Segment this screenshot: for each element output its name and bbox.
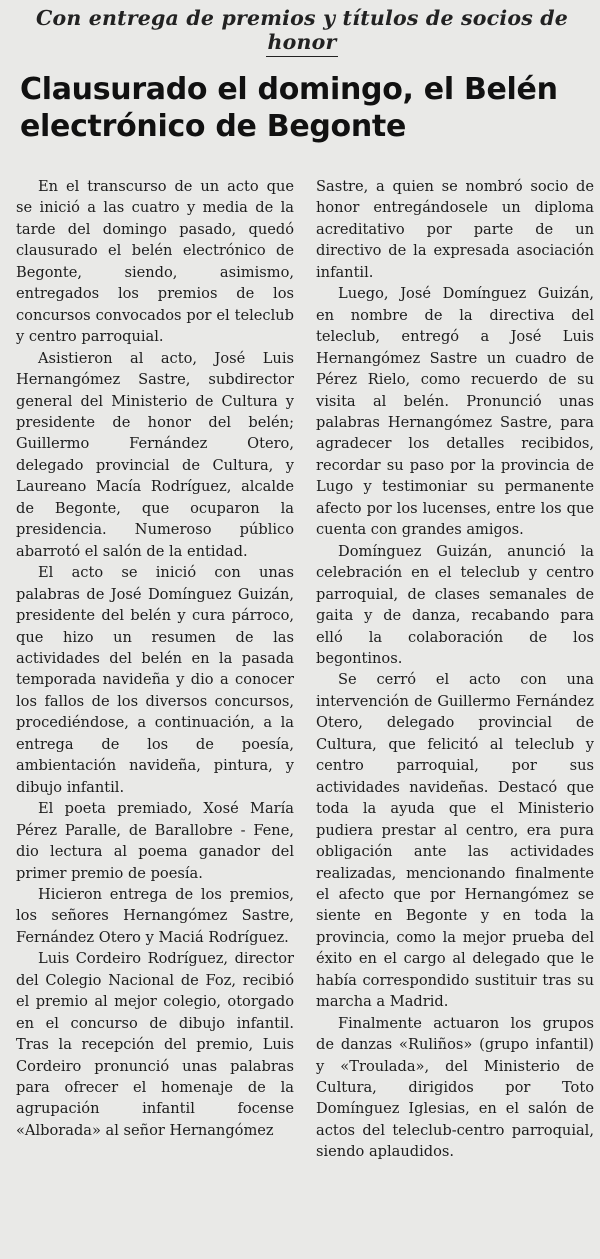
kicker-line-2: honor — [266, 30, 339, 57]
paragraph: Asistieron al acto, José Luis Hernangómez Sastre, subdirector general del Ministerio de Cultura y presidente de honor del belén; Guillermo Fernández Otero, delegado provincial de Cultura, y Laureano Macía Rodríguez, alcalde de Begonte, que ocuparon la presidencia. Numeroso público abarrotó el salón de la entidad. — [16, 349, 294, 560]
paragraph: Luego, José Domínguez Guizán, en nombre de la directiva del teleclub, entregó a José Luis Hernangómez Sastre un cuadro de Pérez Rielo, como recuerdo de su visita al belén. Pronunció unas palabras Hernangómez Sastre, para agradecer los detalles recibidos, recordar su paso por la provincia de Lugo y testimoniar su permanente afecto por los lucenses, entre los que cuenta con grandes amigos. — [316, 285, 594, 539]
right-column — [316, 176, 594, 1163]
paragraph: Hicieron entrega de los premios, los señores Hernangómez Sastre, Fernández Otero y Maciá Rodríguez. — [16, 885, 294, 946]
paragraph: El poeta premiado, Xosé María Pérez Paralle, de Barallobre - Fene, dio lectura al poema ganador del primer premio de poesía. — [16, 800, 294, 882]
left-column — [16, 176, 294, 1163]
paragraph: Luis Cordeiro Rodríguez, director del Colegio Nacional de Foz, recibió el premio al mejor colegio, otorgado en el concurso de dibujo infantil. Tras la recepción del premio, Luis Cordeiro pronunció unas palabras para ofrecer el homenaje de la agrupación infantil focense «Alborada» al señor Hernangómez — [16, 950, 294, 1139]
paragraph: El acto se inició con unas palabras de José Domínguez Guizán, presidente del belén y cura párroco, que hizo un resumen de las actividades del belén en la pasada temporada navideña y dio a conocer los fallos de los diversos concursos, procediéndose, a continuación, a la entrega de los de poesía, ambientación navideña, pintura, y dibujo infantil. — [16, 564, 294, 796]
kicker — [14, 6, 590, 57]
kicker-line-1: Con entrega de premios y títulos de socios de — [35, 6, 569, 30]
paragraph: Domínguez Guizán, anunció la celebración en el teleclub y centro parroquial, de clases semanales de gaita y de danza, recabando para elló la colaboración de los begontinos. — [316, 542, 594, 667]
article-body — [16, 176, 594, 1163]
headline-line-1: Clausurado el domingo, el Belén — [20, 72, 558, 107]
headline — [20, 71, 590, 145]
paragraph-continued: Sastre, a quien se nombró socio de honor entregándosele un diploma acreditativo por parte de un directivo de la expresada asociación infantil. — [316, 178, 594, 281]
paragraph: Se cerró el acto con una intervención de Guillermo Fernández Otero, delegado provincial de Cultura, que felicitó al teleclub y centro parroquial, por sus actividades navideñas. Destacó que toda la ayuda que el Ministerio pudiera prestar al centro, era pura obligación ante las actividades realizadas, mencionando finalmente el afecto que por Hernangómez se siente en Begonte y en toda la provincia, como la mejor prueba del éxito en el cargo al delegado que le había correspondido sustituir tras su marcha a Madrid. — [316, 671, 594, 1011]
paragraph: Finalmente actuaron los grupos de danzas «Ruliños» (grupo infantil) y «Troulada», del Ministerio de Cultura, dirigidos por Toto Domínguez Iglesias, en el salón de actos del teleclub-centro parroquial, siendo aplaudidos. — [316, 1014, 594, 1161]
headline-line-2: electrónico de Begonte — [20, 109, 406, 144]
paragraph: En el transcurso de un acto que se inició a las cuatro y media de la tarde del domingo pasado, quedó clausurado el belén electrónico de Begonte, siendo, asimismo, entregados los premios de los concursos convocados por el teleclub y centro parroquial. — [16, 178, 294, 346]
